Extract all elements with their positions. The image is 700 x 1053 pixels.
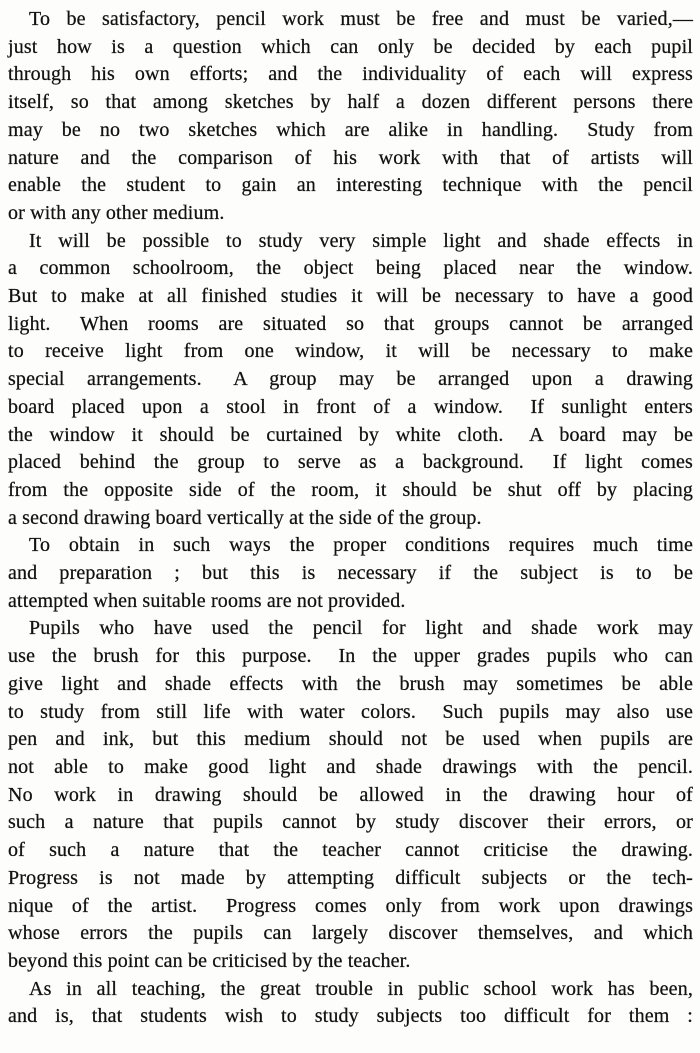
paragraph <box>8 228 693 533</box>
text-line: give light and shade effects with the brush may sometimes be able <box>8 672 693 695</box>
text-line: through his own efforts; and the individuality of each will express <box>8 63 693 86</box>
text-line: enable the student to gain an interesting technique with the pencil <box>8 174 693 197</box>
text-line: a second drawing board vertically at the side of the group. <box>8 506 482 529</box>
text-line: or with any other medium. <box>8 201 225 224</box>
text-line: board placed upon a stool in front of a window. If sunlight enters <box>8 395 693 418</box>
text-line: to receive light from one window, it will be necessary to make <box>8 340 693 363</box>
text-line: pen and ink, but this medium should not be used when pupils are <box>8 728 693 751</box>
text-line: nature and the comparison of his work with that of artists will <box>8 146 693 169</box>
text-line: Progress is not made by attempting difficult subjects or the tech- <box>8 866 693 889</box>
text-line: may be no two sketches which are alike in handling. Study from <box>8 118 693 141</box>
text-line: such a nature that pupils cannot by study discover their errors, or <box>8 811 693 834</box>
text-line: and is, that students wish to study subjects too difficult for them : <box>8 1005 693 1028</box>
text-line: It will be possible to study very simple light and shade effects in <box>29 229 693 252</box>
paragraph <box>8 976 693 1031</box>
text-line: To obtain in such ways the proper conditions requires much time <box>29 534 693 557</box>
text-line: a common schoolroom, the object being placed near the window. <box>8 257 693 280</box>
text-line: of such a nature that the teacher cannot criticise the drawing. <box>8 839 693 862</box>
text-line: and preparation ; but this is necessary if the subject is to be <box>8 562 693 585</box>
text-line: special arrangements. A group may be arranged upon a drawing <box>8 368 693 391</box>
text-line: itself, so that among sketches by half a dozen different persons there <box>8 91 693 114</box>
text-line: attempted when suitable rooms are not provided. <box>8 589 406 612</box>
text-line: No work in drawing should be allowed in the drawing hour of <box>8 783 693 806</box>
text-line: As in all teaching, the great trouble in public school work has been, <box>29 977 693 1000</box>
text-line: not able to make good light and shade drawings with the pencil. <box>8 755 693 778</box>
text-line: to study from still life with water colors. Such pupils may also use <box>8 700 693 723</box>
text-line: To be satisfactory, pencil work must be free and must be varied,— <box>29 8 693 30</box>
text-line: beyond this point can be criticised by the teacher. <box>8 949 411 972</box>
paragraph <box>8 615 693 975</box>
text-line: But to make at all finished studies it will be necessary to have a good <box>8 285 693 308</box>
text-line: nique of the artist. Progress comes only from work upon drawings <box>8 894 693 917</box>
text-line: use the brush for this purpose. In the upper grades pupils who can <box>8 645 693 668</box>
text-line: Pupils who have used the pencil for light and shade work may <box>29 617 693 640</box>
page-text <box>8 6 693 1031</box>
text-line: from the opposite side of the room, it should be shut off by placing <box>8 478 693 501</box>
paragraph <box>8 532 693 615</box>
text-line: placed behind the group to serve as a background. If light comes <box>8 451 693 474</box>
text-line: light. When rooms are situated so that groups cannot be arranged <box>8 312 693 335</box>
text-line: the window it should be curtained by white cloth. A board may be <box>8 423 693 446</box>
text-line: whose errors the pupils can largely discover themselves, and which <box>8 922 693 945</box>
text-line: just how is a question which can only be decided by each pupil <box>8 35 693 58</box>
paragraph <box>8 6 693 228</box>
